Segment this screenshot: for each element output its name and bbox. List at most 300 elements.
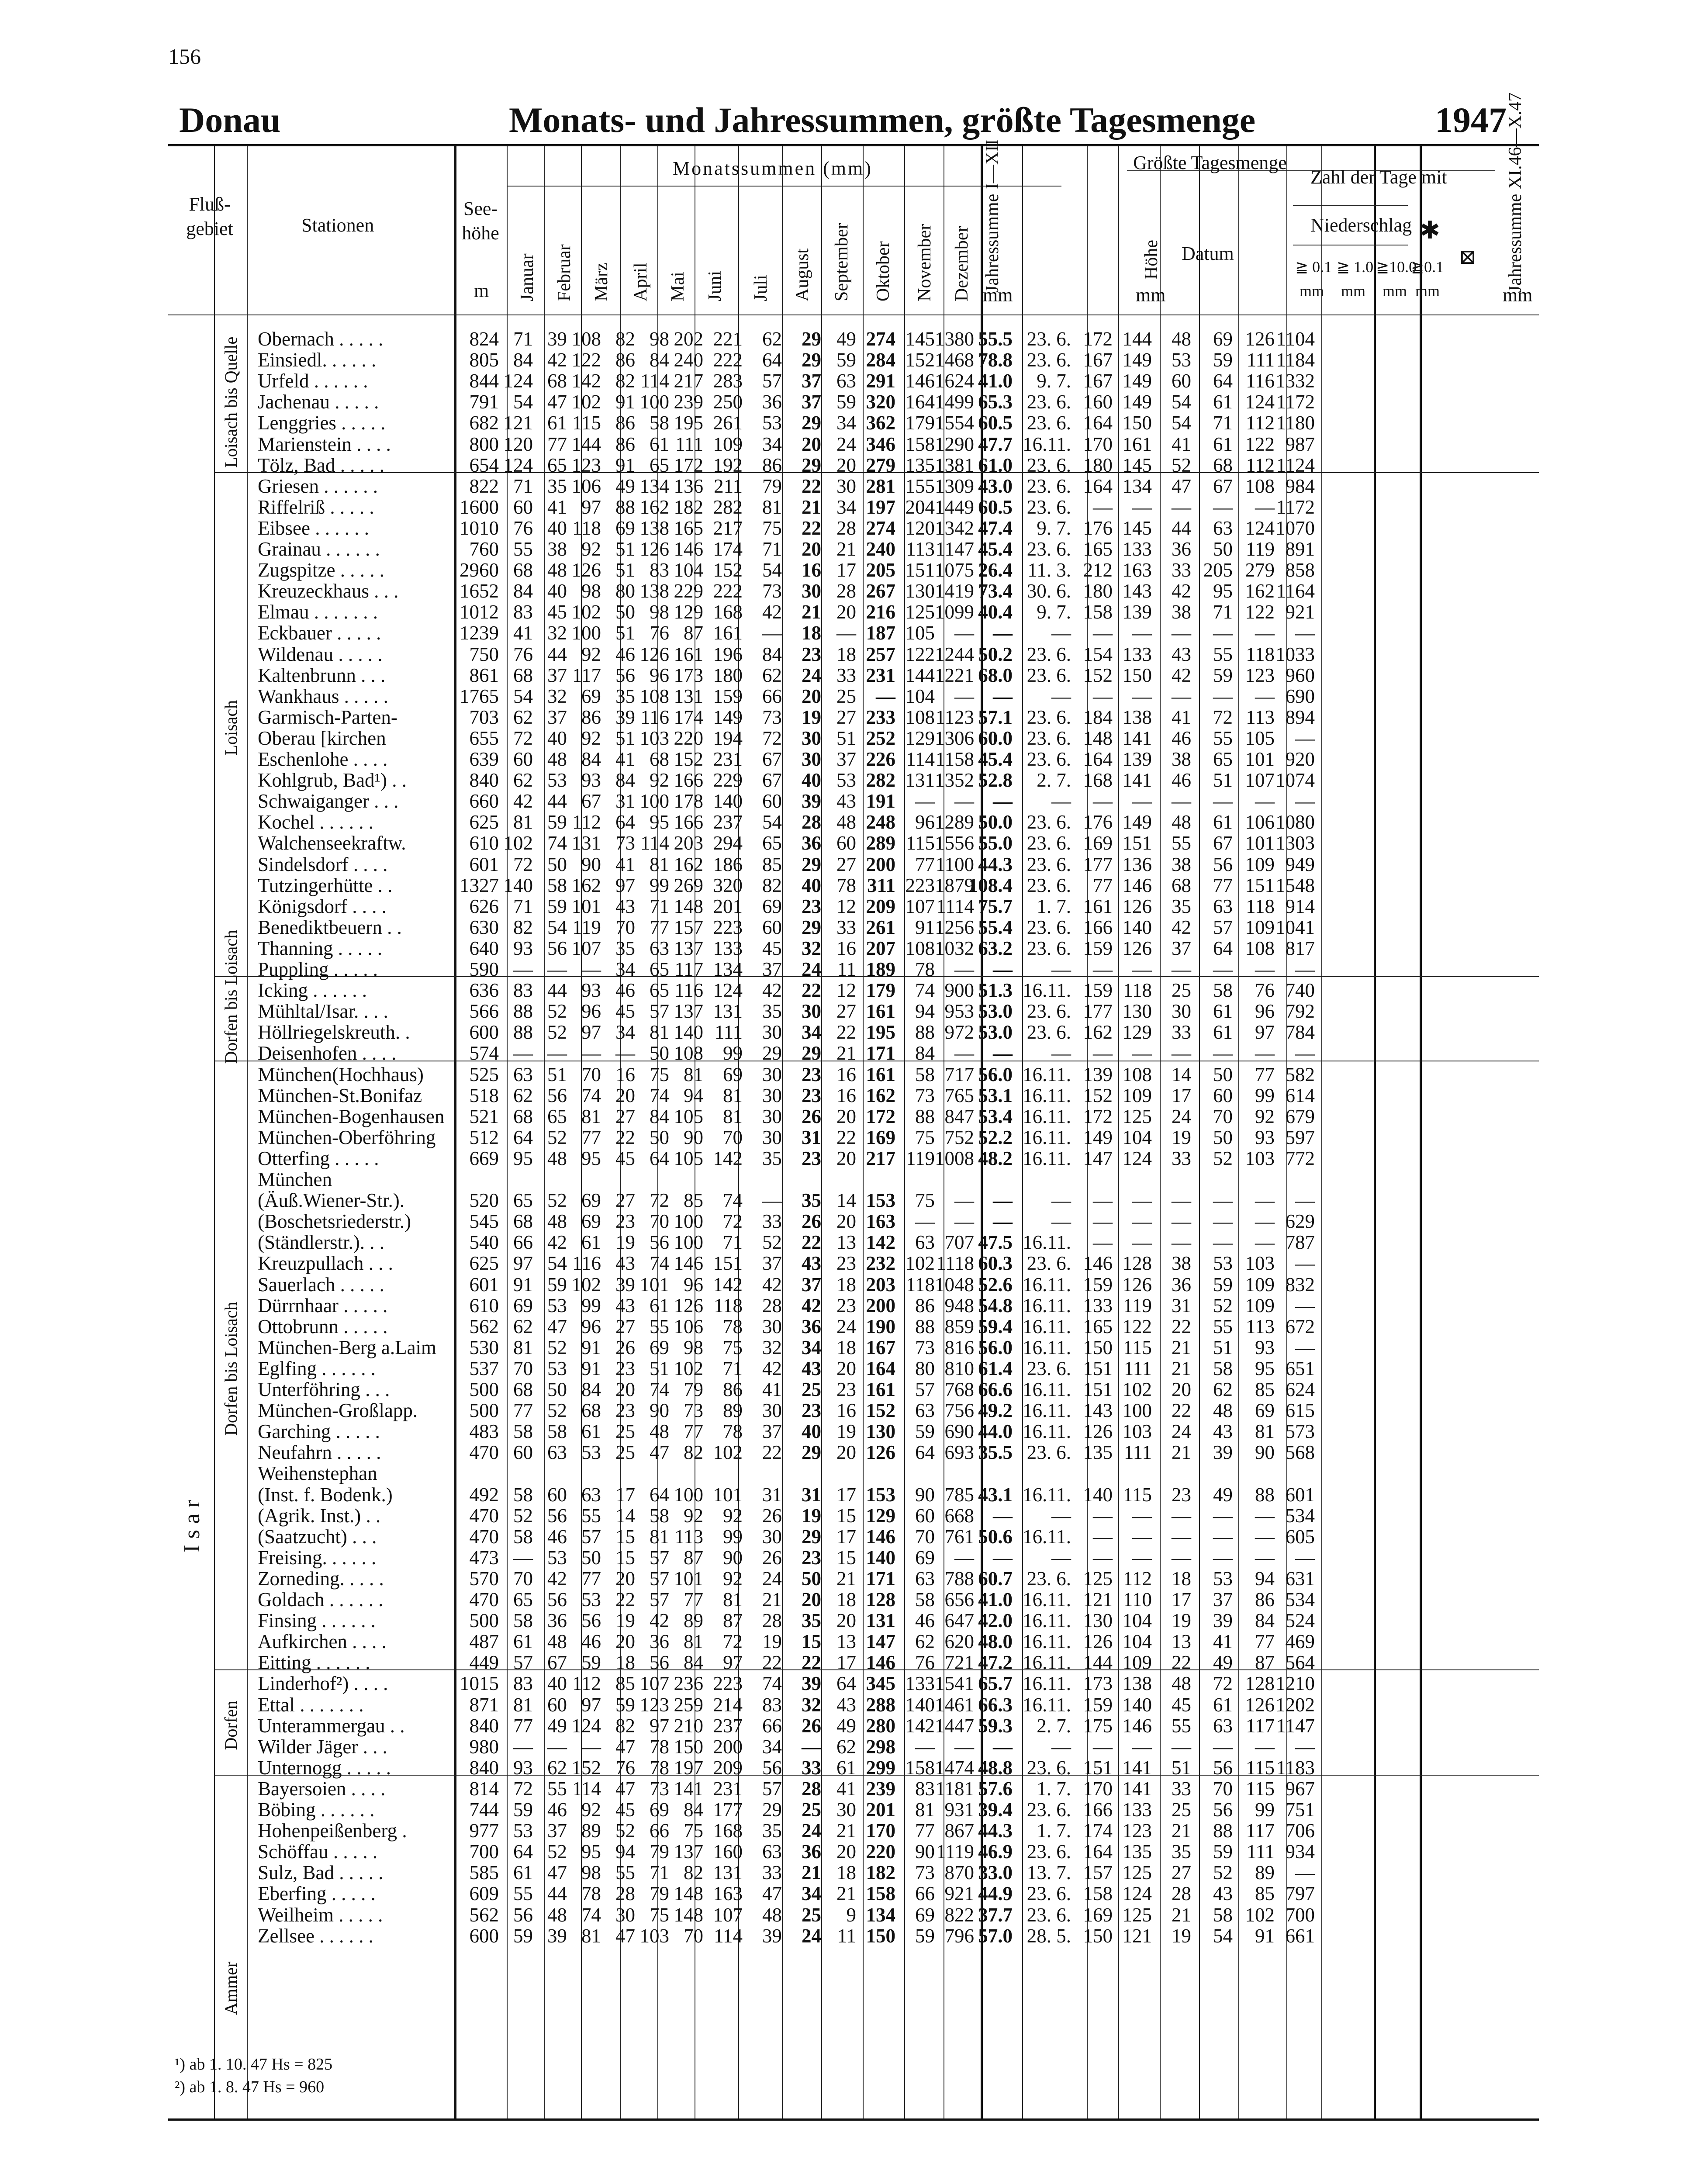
cell: — [1172,1210,1191,1233]
cell: 83 [513,979,533,1002]
cell: 77 [684,1420,703,1443]
cell: 56 [1213,853,1233,875]
cell: 140 [503,874,533,896]
station-name: Wilder Jäger . . . [258,1735,387,1758]
cell: 267 [866,580,895,602]
cell: 159 [1083,937,1113,959]
cell: 27 [836,1000,856,1023]
cell: 51 [1172,1756,1191,1779]
cell: 223 [713,916,743,938]
cell: 600 [469,1021,499,1044]
cell: 50 [615,601,635,623]
cell: 163 [866,1210,895,1233]
cell: 95 [513,1147,533,1169]
footnote-1: ¹) ab 1. 10. 47 Hs = 825 [175,2055,333,2073]
table-row [0,349,1704,370]
cell: 112 [1246,454,1275,476]
cell: 92 [723,1567,743,1590]
cell: 23. 6. [1027,328,1071,350]
cell: 19 [615,1231,635,1254]
cell: 148 [674,1904,703,1926]
cell: 107 [713,1904,743,1926]
cell: 103 [1245,1147,1275,1169]
cell: 94 [915,1000,935,1023]
cell: 182 [866,1862,895,1884]
cell: 150 [866,1925,895,1947]
cell: 146 [1122,874,1152,896]
cell: — [1213,790,1233,812]
cell: — [547,1735,567,1758]
cell: 51 [650,1357,669,1379]
cell: 30 [615,1904,635,1926]
cell: 55 [547,1777,567,1800]
cell: 21 [762,1589,782,1610]
cell: 239 [866,1777,895,1800]
cell: 95 [1213,580,1233,602]
cell: 58 [513,1483,533,1506]
cell: 30 [802,727,821,749]
cell: 16 [615,1063,635,1085]
cell: 142 [571,370,601,392]
cell: 141 [1122,769,1152,791]
cell: 58 [513,1420,533,1443]
cell: 162 [1245,580,1275,602]
cell: 21 [1172,1357,1191,1379]
cell: 28 [762,1610,782,1632]
cell: 67 [762,748,782,770]
cell: 721 [944,1652,974,1674]
cell: 40 [547,1673,567,1695]
cell: 70 [650,1210,669,1233]
cell: 972 [944,1021,974,1044]
table-row [0,1631,1704,1652]
cell: 55 [650,1315,669,1337]
cell: 158 [1083,601,1113,623]
cell: 207 [866,937,895,959]
cell: 69 [915,1904,935,1926]
cell: 76 [1255,979,1275,1002]
cell: 279 [1245,559,1275,581]
cell: 70 [513,1567,533,1590]
cell: 63 [1213,1714,1233,1737]
table-row [0,1673,1704,1694]
cell: 68 [1172,874,1191,896]
cell: 61 [1213,1021,1233,1044]
cell: 165 [1083,538,1113,560]
cell: 63 [650,937,669,959]
cell: 46 [915,1610,935,1632]
cell: 149 [1122,811,1152,833]
cell: 18 [615,1652,635,1674]
cell: 24 [762,1567,782,1590]
cell: 48 [1213,1400,1233,1422]
cell: 158 [905,433,935,455]
station-name: Höllriegelskreuth. . [258,1021,410,1044]
cell: 31 [762,1483,782,1506]
cell: — [1295,1189,1315,1212]
cell: — [1093,1189,1113,1212]
cell: 17 [836,1652,856,1674]
cell: 209 [713,1756,743,1779]
cell: 116 [572,1252,601,1275]
cell: — [1093,496,1113,518]
table-row [0,476,1704,497]
cell: 88 [1213,1820,1233,1842]
cell: 12 [836,979,856,1002]
cell: 23. 6. [1027,748,1071,770]
cell: 21 [836,1567,856,1590]
cell: 68 [1213,454,1233,476]
cell: 39.4 [978,1799,1013,1821]
cell: — [1093,1525,1113,1548]
cell: 987 [1285,433,1315,455]
cell: 34 [615,958,635,980]
cell: 55 [615,1862,635,1884]
cell: 86 [615,433,635,455]
cell: 1172 [1276,496,1315,518]
table-row [0,1799,1704,1820]
cell: 170 [1083,1777,1113,1800]
group-label: Dorfen bis Loisach [221,1301,241,1436]
cell: 1221 [935,664,974,686]
cell: 23. 6. [1027,916,1071,938]
cell: — [1172,1735,1191,1758]
cell: 126 [571,559,601,581]
cell: — [1295,790,1315,812]
cell: 76 [615,1756,635,1779]
cell: 27 [836,853,856,875]
cell: 140 [1122,1693,1152,1716]
cell: 51 [615,538,635,560]
cell: 38 [547,538,567,560]
cell: 88 [513,1021,533,1044]
table-row [0,1337,1704,1358]
cell: 47 [547,1315,567,1337]
cell: 250 [713,391,743,413]
cell: 52 [762,1231,782,1254]
cell: 23. 6. [1027,1441,1071,1464]
station-name: Mühltal/Isar. . . . [258,1000,388,1023]
cell: 1075 [935,559,974,581]
cell: 205 [866,559,895,581]
cell: 23. 6. [1027,811,1071,833]
cell: 29 [802,349,821,371]
cell: 35 [547,475,567,497]
cell: 179 [866,979,895,1002]
cell: 21 [836,1883,856,1905]
cell: 1147 [1276,1714,1315,1737]
cell: 69 [581,685,601,707]
cell: 661 [1285,1925,1315,1947]
station-name: Hohenpeißenberg . [258,1820,407,1842]
cell: 151 [905,559,935,581]
cell: 22 [836,1126,856,1148]
cell: 27 [836,706,856,728]
cell: 59.4 [978,1315,1013,1337]
cell: 146 [866,1525,895,1548]
cell: 91 [1255,1925,1275,1947]
cell: 54 [1172,391,1191,413]
cell: 89 [684,1610,703,1632]
cell: 72 [723,1210,743,1233]
cell: 73 [915,1336,935,1358]
cell: 117 [1246,1714,1275,1737]
cell: 51 [615,559,635,581]
cell: 70 [684,1925,703,1947]
cell: 64 [915,1441,935,1464]
cell: 111 [1246,349,1275,371]
cell: 47.5 [978,1231,1013,1254]
cell: 129 [866,1504,895,1527]
cell: 69 [581,1189,601,1212]
cell: 58 [1213,1904,1233,1926]
header-snow-ge: ≧0.1 [1411,258,1444,276]
cell: 15 [615,1525,635,1548]
cell: 33 [762,1210,782,1233]
cell: 100 [674,1483,703,1506]
cell: 70 [615,916,635,938]
cell: 92 [581,727,601,749]
cell: 118 [1123,979,1152,1002]
cell: 108.4 [968,874,1013,896]
cell: 77 [684,1589,703,1610]
header-max-height-unit: mm [1136,284,1166,306]
cell: 212 [1083,559,1113,581]
cell: 99 [723,1042,743,1064]
cell: 161 [866,1379,895,1400]
cell: 125 [1122,1105,1152,1127]
cell: 150 [1083,1925,1113,1947]
cell: 562 [469,1904,499,1926]
cell: — [1051,622,1071,644]
cell: 69 [762,895,782,917]
cell: 1008 [935,1147,974,1169]
cell: 221 [713,328,743,350]
cell: 1290 [935,433,974,455]
cell: 100 [639,790,669,812]
station-name: Neufahrn . . . . . [258,1441,381,1464]
cell: 57.1 [978,706,1013,728]
cell: 81 [723,1589,743,1610]
cell: 797 [1285,1883,1315,1905]
cell: 89 [581,1820,601,1842]
cell: 158 [1083,1883,1113,1905]
cell: — [993,958,1013,980]
cell: 53.0 [978,1021,1013,1044]
cell: 483 [469,1420,499,1443]
cell: 105 [905,622,935,644]
cell: 161 [1083,895,1113,917]
cell: 237 [713,811,743,833]
station-name: Aufkirchen . . . . [258,1631,387,1653]
cell: 159 [713,685,743,707]
cell: 97 [581,1693,601,1716]
cell: 23 [802,1084,821,1106]
header-basin: Donau [179,100,281,140]
cell: 104 [674,559,703,581]
cell: 47.7 [978,433,1013,455]
table-row [0,1526,1704,1547]
cell: 149 [1122,349,1152,371]
cell: 134 [639,475,669,497]
cell: 540 [469,1231,499,1254]
cell: 31 [802,1126,821,1148]
cell: — [1295,1042,1315,1064]
cell: 49 [836,1714,856,1737]
cell: 162 [866,1084,895,1106]
cell: 202 [674,328,703,350]
cell: 1100 [935,853,974,875]
group-label: Dorfen [221,1701,241,1751]
cell: 45.4 [978,748,1013,770]
cell: 900 [944,979,974,1002]
cell: — [1132,496,1152,518]
cell: 133 [1122,1799,1152,1821]
cell: 28 [836,517,856,539]
table-row [0,601,1704,622]
cell: 81 [915,1799,935,1821]
cell: 1474 [935,1756,974,1779]
cell: 53 [1172,349,1191,371]
cell: 58 [650,1504,669,1527]
cell: 23. 6. [1027,1252,1071,1275]
cell: 103 [639,1925,669,1947]
cell: 630 [469,916,499,938]
cell: 33 [802,1756,821,1779]
table-row [0,1778,1704,1799]
cell: 760 [469,538,499,560]
cell: 56 [650,1652,669,1674]
cell: 103 [1245,1252,1275,1275]
header-month-oktober: Oktober [873,241,893,301]
station-name: Griesen . . . . . . [258,475,378,497]
cell: 164 [905,391,935,413]
cell: 190 [866,1315,895,1337]
cell: 1124 [1276,454,1315,476]
cell: — [1295,1862,1315,1884]
cell: 1123 [935,706,974,728]
cell: 261 [713,412,743,434]
cell: 62 [762,328,782,350]
cell: 19 [1172,1610,1191,1632]
cell: 63 [1213,895,1233,917]
cell: 79 [650,1841,669,1863]
cell: 1309 [935,475,974,497]
cell: 37.7 [978,1904,1013,1926]
cell: 56 [762,1756,782,1779]
cell: 1461 [935,1693,974,1716]
cell: 1332 [1275,370,1315,392]
cell: 155 [905,475,935,497]
cell: 13 [836,1231,856,1254]
cell: 44.0 [978,1420,1013,1443]
cell: 283 [713,370,743,392]
cell: 35 [762,1147,782,1169]
cell: 98 [650,328,669,350]
cell: 93 [1255,1126,1275,1148]
cell: — [1213,496,1233,518]
cell: 934 [1285,1841,1315,1863]
cell: 129 [674,601,703,623]
cell: — [954,622,974,644]
cell: 122 [1245,601,1275,623]
header-month-dezember: Dezember [952,226,972,301]
table-row [0,917,1704,938]
cell: — [993,1210,1013,1233]
cell: 534 [1285,1504,1315,1527]
cell: 138 [639,517,669,539]
cell: 48 [547,748,567,770]
cell: 81 [684,1063,703,1085]
cell: 44 [547,1883,567,1905]
cell: 23. 6. [1027,664,1071,686]
cell: 135 [1122,1841,1152,1863]
cell: 23 [802,643,821,665]
cell: 620 [944,1631,974,1653]
cell: 11. 3. [1027,559,1071,581]
cell: 59 [547,811,567,833]
cell: 142 [713,1273,743,1296]
cell: 67 [1213,475,1233,497]
cell: 78 [836,874,856,896]
cell: 625 [469,1252,499,1275]
cell: 84 [513,349,533,371]
cell: — [1255,622,1275,644]
cell: — [581,1042,601,1064]
station-name: Ettal . . . . . . . [258,1693,364,1716]
cell: 56.0 [978,1063,1013,1085]
cell: 953 [944,1000,974,1023]
cell: 186 [713,853,743,875]
cell: 75 [915,1189,935,1212]
cell: 69 [650,1336,669,1358]
cell: — [1255,1042,1275,1064]
cell: 97 [650,1714,669,1737]
cell: 42 [650,1610,669,1632]
cell: 18 [836,1589,856,1610]
cell: 120 [503,433,533,455]
cell: 159 [1083,1693,1113,1716]
cell: 83 [513,1673,533,1695]
table-row [0,770,1704,791]
cell: 521 [469,1105,499,1127]
cell: 298 [866,1735,895,1758]
cell: 116 [1246,370,1275,392]
station-name: Deisenhofen . . . . [258,1042,397,1064]
cell: 77 [650,916,669,938]
cell: 105 [674,1105,703,1127]
cell: 46 [1172,727,1191,749]
cell: 69 [1213,328,1233,350]
cell: 64 [1213,937,1233,959]
cell: 1541 [935,1673,974,1695]
cell: 42 [762,601,782,623]
table-row [0,1253,1704,1274]
cell: 30 [762,1315,782,1337]
cell: 59 [836,391,856,413]
cell: 178 [674,790,703,812]
cell: 240 [674,349,703,371]
cell: 69 [581,1210,601,1233]
cell: 126 [1245,328,1275,350]
cell: 52 [547,1189,567,1212]
cell: 32 [802,1693,821,1716]
cell: 124 [503,454,533,476]
cell: 143 [1122,580,1152,602]
cell: 43 [1213,1883,1233,1905]
footnote-2: ²) ab 1. 8. 47 Hs = 960 [175,2078,325,2096]
cell: 150 [674,1735,703,1758]
